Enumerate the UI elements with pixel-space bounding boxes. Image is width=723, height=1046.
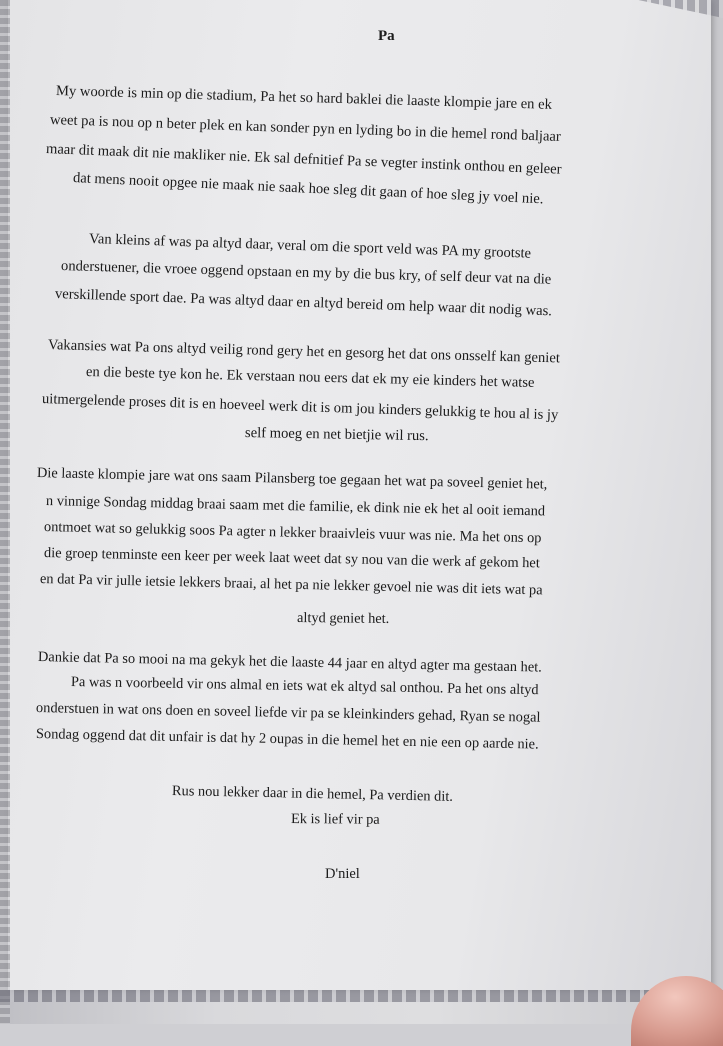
- text-line: ontmoet wat so gelukkig soos Pa agter n lekker braaivleis vuur was nie. Ma het ons op: [43, 519, 542, 547]
- text-line: Van kleins af was pa altyd daar, veral om die sport veld was PA my grootste: [88, 231, 532, 262]
- text-line: weet pa is nou op n beter plek en kan sonder pyn en lyding bo in die hemel rond baljaar: [49, 112, 562, 145]
- text-line: dat mens nooit opgee nie maak nie saak hoe sleg dit gaan of hoe sleg jy voel nie.: [72, 170, 544, 208]
- text-line: altyd geniet het.: [296, 610, 390, 627]
- text-line: Ek is lief vir pa: [290, 811, 380, 828]
- text-line: Dankie dat Pa so mooi na ma gekyk het die laaste 44 jaar en altyd agter ma gestaan het.: [37, 649, 542, 676]
- text-line: Vakansies wat Pa ons altyd veilig rond gery het en gesorg het dat ons onsself kan geniet: [47, 337, 561, 367]
- text-line: Pa was n voorbeeld vir ons almal en iets wat ek altyd sal onthou. Pa het ons altyd: [70, 674, 539, 699]
- text-line: en dat Pa vir julle ietsie lekkers braai, al het pa nie lekker gevoel nie was dit iets wat pa: [39, 571, 543, 599]
- page-stack-bottom-edge: [0, 990, 723, 1002]
- text-line: n vinnige Sondag middag braai saam met die familie, ek dink nie ek het al ooit iemand: [45, 493, 546, 520]
- signature: D'niel: [325, 866, 360, 882]
- text-line: verskillende sport dae. Pa was altyd daar en altyd bereid om help waar dit nodig was.: [54, 286, 553, 320]
- text-line: Rus nou lekker daar in die hemel, Pa verdien dit.: [171, 783, 454, 805]
- text-line: onderstuen in wat ons doen en soveel liefde vir pa se kleinkinders gehad, Ryan se nogal: [35, 700, 541, 726]
- text-line: maar dit maak dit nie makliker nie. Ek sal defnitief Pa se vegter instink onthou en geleer: [45, 141, 562, 178]
- text-line: self moeg en net bietjie wil rus.: [244, 425, 429, 445]
- text-line: onderstuener, die vroee oggend opstaan en my by die bus kry, of self deur vat na die: [60, 258, 552, 288]
- text-line: en die beste tye kon he. Ek verstaan nou eers dat ek my eie kinders het watse: [85, 364, 535, 391]
- text-line: die groep tenminste een keer per week laat weet dat sy nou van die werk af gekom het: [43, 545, 540, 572]
- text-line: uitmergelende proses dit is en hoeveel werk dit is om jou kinders gelukkig te hou al is jy: [41, 391, 559, 424]
- text-line: Sondag oggend dat dit unfair is dat hy 2 oupas in die hemel het en nie een op aarde nie.: [35, 726, 539, 753]
- page-stack-left-edge: [0, 0, 10, 1024]
- document-title: Pa: [378, 28, 395, 44]
- text-line: My woorde is min op die stadium, Pa het so hard baklei die laaste klompie jare en ek: [55, 83, 553, 113]
- text-line: Die laaste klompie jare wat ons saam Pilansberg toe gegaan het wat pa soveel geniet het,: [36, 465, 548, 493]
